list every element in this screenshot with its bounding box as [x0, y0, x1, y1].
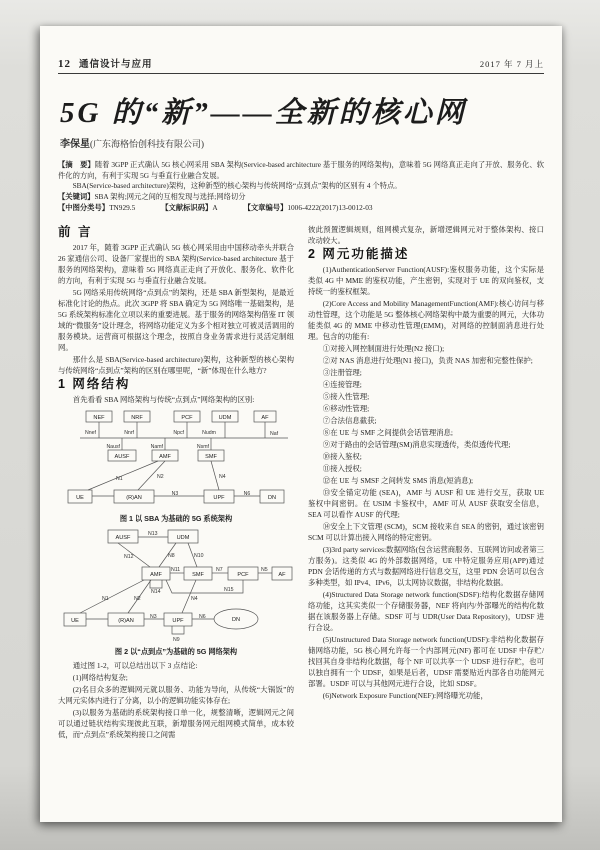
- running-head: [58, 56, 544, 74]
- author-byline: [60, 135, 544, 150]
- journal-name: 通信设计与应用: [79, 59, 153, 70]
- article-title: 5G 的“新”——全新的核心网: [60, 97, 467, 129]
- fig2-iface-n2: N2: [134, 595, 141, 602]
- fig1-node-ausf: AUSF: [114, 453, 130, 460]
- fig2-node-smf: SMF: [192, 571, 204, 578]
- fig2-iface-n10: N10: [194, 552, 204, 559]
- doc-code-item: [161, 203, 217, 214]
- author-name: 李保星: [60, 139, 90, 150]
- fig1-node-smf: SMF: [205, 453, 217, 460]
- list-item: (1)网络结构复杂;: [72, 672, 128, 682]
- figure-2-caption: 图 2 以“点到点”为基础的 5G 网络架构: [114, 646, 238, 656]
- section-heading-1: 1 网络结构: [58, 376, 131, 391]
- list-item: (3)以服务为基础的系统架构接口单一化，规整清晰，逻辑网元之间可以通过链状结构实现彼此互联，新增服务网元组网模式简单，成本较低，而“点到点”系统架构接口之间需: [58, 707, 294, 739]
- fig1-node-af: AF: [261, 414, 269, 421]
- paragraph: 5G 网络采用传统网络“点到点”的架构，还是 SBA 新型架构，是最近标准化讨论的热点。此次 3GPP 将 SBA 确定为 5G 网络唯一基础架构，是 5G 系统架构标准化立项以来的重要进展。基于服务的网络架构借鉴 IT 领域的“微服务”设计理念，将网络功能定义为多个相对独立可被灵活调用的服务模块。运营商可根据这个理念，按照自身业务需求进行灵活定制组网。: [58, 287, 294, 352]
- list-item: ③注册管理;: [322, 367, 362, 377]
- fig1-iface-n6: N6: [243, 490, 251, 497]
- fig1-node-nrf: NRF: [131, 414, 143, 421]
- fig2-iface-n13: N13: [148, 530, 158, 537]
- fig2-iface-n1: N1: [102, 595, 109, 602]
- paragraph: 通过图 1-2，可以总结出以下 3 点结论:: [72, 660, 198, 670]
- paragraph: (4)Structured Data Storage network function(SDSF):结构化数据存储网络功能，这其实类似一个存储服务器，NEF 将向内/外部曝光的结构化数据在该服务器上存储。SDSF 可与 UDR(User Data Repository)，UDSF 进行合设。: [308, 589, 544, 632]
- list-item: ⑨对于路由的会话管理(SM)消息实现透传，类似透传代理;: [322, 439, 511, 449]
- paragraph: 2017 年，随着 3GPP 正式确认 5G 核心网采用由中国移动牵头并联合 26 家通信公司、设备厂家提出的 SBA 架构(Service-based architecture 基于服务的网络架构)，意味着 5G 网络真正走向了开放化、服务化、软件化的方向，有利于实现 5G 与垂直行业融合发展。: [58, 242, 294, 285]
- paragraph: (3)3rd party services:数据网络(包含运营商服务、互联网访问或者第三方服务)。这类似 4G 的外部数据网络，UE 中特定服务应用(APP)通过 PDN 会话传递的方式与数据网络进行信息交互，这里 PDN 会话可以包含多种类型，如 IPv4、IPv6，以太网协议数据，非结构化数据。: [308, 544, 544, 587]
- list-item: ④连接管理;: [322, 379, 362, 389]
- fig1-iface-namf: Namf: [150, 443, 163, 450]
- article-id-item: [244, 203, 373, 214]
- list-item: ⑩接入鉴权;: [322, 451, 362, 461]
- fig1-node-ran: (R)AN: [126, 494, 142, 501]
- fig1-iface-nausf: Nausf: [106, 443, 120, 450]
- fig2-iface-n14: N14: [151, 588, 161, 595]
- fig1-iface-n3: N3: [171, 490, 179, 497]
- connector-line: [211, 461, 219, 490]
- fig1-iface-nnef: Nnef: [85, 429, 96, 436]
- fig2-node-ausf: AUSF: [115, 534, 131, 541]
- fig1-node-dn: DN: [267, 494, 277, 501]
- fig1-node-udm: UDM: [218, 414, 232, 421]
- fig2-node-udm: UDM: [176, 534, 190, 541]
- fig1-iface-nnrf: Nnrf: [124, 429, 134, 436]
- fig2-iface-n9: N9: [173, 636, 180, 643]
- list-item: ⑫在 UE 与 SMSF 之间转发 SMS 消息(短消息);: [322, 475, 474, 485]
- issue-date: 2017 年 7 月上: [479, 59, 544, 69]
- list-item: ②对 NAS 消息进行处理(N1 接口)，负责 NAS 加密和完整性保护;: [322, 355, 533, 365]
- fig2-iface-n8: N8: [168, 552, 175, 559]
- fig1-iface-naf: Naf: [270, 430, 279, 437]
- fig2-node-amf: AMF: [150, 571, 162, 578]
- section-heading-2: 2 网元功能描述: [308, 246, 410, 261]
- fig2-iface-n6: N6: [199, 613, 206, 620]
- clc-item: [58, 203, 135, 214]
- fig2-iface-n7: N7: [216, 566, 223, 573]
- abstract-block: [58, 160, 544, 214]
- fig1-iface-n2: N2: [157, 473, 164, 480]
- page-number: 12: [58, 58, 71, 70]
- connector-line: [88, 461, 158, 490]
- keywords-text: SBA 架构;网元之间的互相发现与选择;网络切分: [94, 191, 246, 201]
- column-right: [308, 224, 544, 741]
- figure-1: [58, 408, 294, 524]
- fig2-iface-n3: N3: [150, 613, 157, 620]
- fig2-node-ran: (R)AN: [118, 617, 134, 624]
- paragraph: 首先看看 SBA 网络架构与传统“点到点”网络架构的区别:: [72, 394, 255, 404]
- list-item: (2)名目众多的逻辑网元就以服务、功能为导向，从传统“大锅饭”的大网元实体内进行了分离，以小的逻辑功能实体存在;: [58, 684, 294, 705]
- abstract-text: 随着 3GPP 正式确认 5G 核心网采用 SBA 架构(Service-based architecture 基于服务的网络架构)，意味着 5G 网络真正走向了开放、服务化、软件化的方向，有利于实现 5G 与垂直行业融合发展。: [58, 160, 544, 180]
- connector-line: [118, 543, 150, 567]
- paragraph: (6)Network Exposure Function(NEF):网络曝光功能，: [322, 690, 488, 700]
- running-head-left: [58, 56, 153, 70]
- fig1-iface-nudm: Nudm: [202, 429, 216, 436]
- article-id-value: 1006-4222(2017)13-0012-03: [287, 203, 373, 213]
- fig1-node-nef: NEF: [93, 414, 105, 421]
- section-heading-preface: 前 言: [58, 224, 93, 239]
- keywords-label: 【关键词】: [58, 191, 95, 201]
- paragraph: 那什么是 SBA(Service-based architecture)架构，这种新型的核心架构与传统网络“点到点”架构的区别在哪里呢，“新”体现在什么地方?: [58, 354, 294, 375]
- paragraph: (2)Core Access and Mobility ManagementFunction(AMF):核心访问与移动性管理，这个功能是 5G 整体核心网络架构中最为重要的网元，大体功能类似 4G 的 MME 中移动性管理(EMM)，对网络的控制面消息进行处理。包含的功能有:: [308, 298, 544, 341]
- list-item: ⑥移动性管理;: [322, 403, 370, 413]
- fig2-node-pcf: PCF: [237, 571, 249, 578]
- classification-line: [58, 203, 544, 214]
- fig1-node-ue: UE: [76, 494, 84, 501]
- fig2-iface-n11: N11: [171, 566, 181, 573]
- list-item: ⑦合法信息截获;: [322, 415, 377, 425]
- article-id-label: 【文章编号】: [243, 203, 288, 213]
- fig2-node-dn: DN: [231, 616, 241, 623]
- list-item: ①对接入网控制面进行处理(N2 接口);: [322, 343, 445, 353]
- doc-code-value: A: [212, 203, 218, 213]
- column-left: [58, 224, 294, 741]
- list-item: ⑬安全锚定功能 (SEA)，AMF 与 AUSF 和 UE 进行交互，获取 UE 鉴权中间密钥。在 USIM 卡鉴权中，AMF 可从 AUSF 获取安全信息，SEA 可以看作 AUSF 的代理;: [308, 487, 544, 519]
- fig1-iface-npcf: Npcf: [173, 429, 184, 436]
- list-item: ⑧在 UE 与 SMF 之间提供会话管理消息;: [322, 427, 453, 437]
- abstract-paragraph: [58, 160, 544, 181]
- fig2-loop-n9: [172, 626, 184, 634]
- fig2-iface-n15: N15: [224, 586, 234, 593]
- figure-1-caption: 图 1 以 SBA 为基础的 5G 系统架构: [119, 513, 233, 523]
- fig1-iface-n1: N1: [116, 475, 123, 482]
- list-item: ⑤接入性管理;: [322, 391, 370, 401]
- author-affiliation: (广东海格怡创科技有限公司): [90, 139, 204, 149]
- fig2-iface-n4: N4: [191, 595, 198, 602]
- fig2-iface-n12: N12: [124, 553, 134, 560]
- abstract-label: 【摘 要】: [58, 160, 95, 169]
- fig2-node-upf: UPF: [172, 617, 184, 624]
- figure-1-diagram: [58, 408, 294, 512]
- fig1-node-amf: AMF: [159, 453, 171, 460]
- fig2-node-ue: UE: [71, 617, 79, 624]
- clc-value: TN929.5: [109, 203, 136, 213]
- fig2-loop-n14: [150, 580, 162, 588]
- paragraph-continued: 彼此预置逻辑规则，组网模式复杂，新增逻辑网元对于整体架构、接口改动较大。: [308, 224, 544, 245]
- clc-label: 【中图分类号】: [58, 203, 110, 213]
- figure-2: [58, 527, 294, 657]
- journal-page: [40, 26, 562, 822]
- fig1-node-pcf: PCF: [181, 414, 193, 421]
- paragraph: (1)AuthenticationServer Function(AUSF):鉴权服务功能，这个实际是类似 4G 中 MME 的鉴权功能，产生密钥，实现对于 UE 的双向鉴权，支持统一的鉴权框架。: [308, 264, 544, 296]
- doc-code-label: 【文献标识码】: [161, 203, 213, 213]
- figure-2-diagram: [58, 527, 294, 645]
- fig1-iface-nsmf: Nsmf: [196, 443, 209, 450]
- fig2-iface-n5: N5: [261, 566, 268, 573]
- keywords-line: [58, 192, 544, 203]
- fig1-node-upf: UPF: [213, 494, 225, 501]
- list-item: ⑭安全上下文管理 (SCM)，SCM 接收来自 SEA 的密钥，通过该密钥 SCM 可以计算出接入网络的特定密钥。: [308, 521, 544, 542]
- abstract-paragraph-2: SBA(Service-based architecture)架构，这种新型的核心架构与传统网络“点到点”架构的区别有 4 个特点。: [72, 181, 402, 191]
- fig1-iface-n4: N4: [219, 473, 226, 480]
- paragraph: (5)Unstructured Data Storage network function(UDSF):非结构化数据存储网络功能，5G 核心网允许每一个内部网元(NF) 都可在 UDSF 中存贮/找回其自身非结构化数据，每个 NF 可以共享一个 UDSF 进行存贮，也可以独自拥有一个 UDSF，如果是后者，UDSF 需要贴近内部各自功能网元部署。USDF 可以与其他网元进行合设，比如 SDSF。: [308, 634, 544, 688]
- article-body: [58, 224, 544, 741]
- fig2-node-af: AF: [278, 571, 286, 578]
- list-item: ⑪接入授权;: [322, 463, 362, 473]
